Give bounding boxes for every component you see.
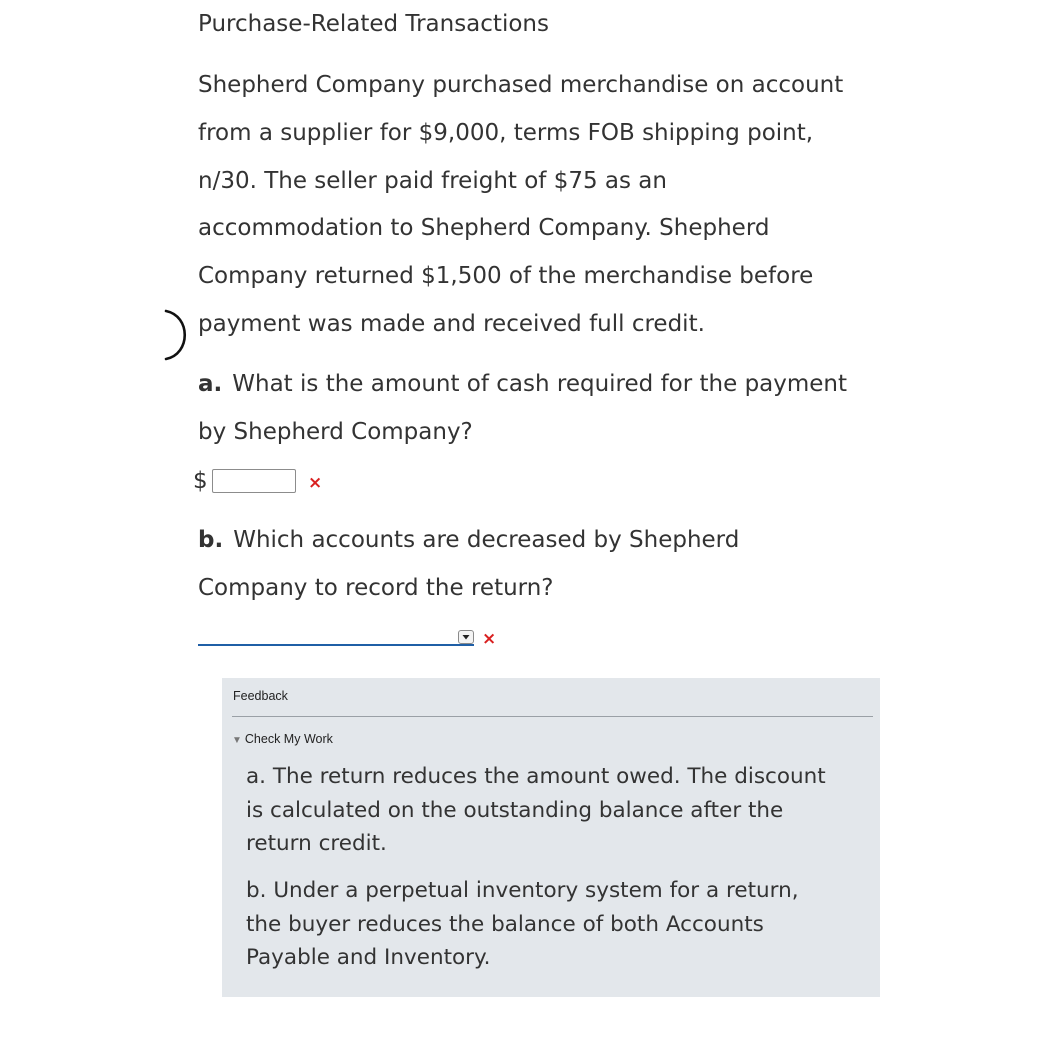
question-b — [198, 516, 898, 612]
problem-line: payment was made and received full credit. — [198, 310, 705, 337]
question-b-line: Company to record the return? — [198, 575, 554, 601]
problem-text — [198, 62, 898, 349]
problem-line: Company returned $1,500 of the merchandise before — [198, 263, 814, 290]
question-a — [198, 360, 898, 456]
feedback-b-line: Payable and Inventory. — [246, 945, 491, 971]
collapse-bracket-icon[interactable] — [163, 308, 189, 362]
question-b-letter: b. — [198, 527, 224, 553]
problem-line: accommodation to Shepherd Company. Shepherd — [198, 215, 770, 242]
check-my-work-label: Check My Work — [244, 732, 333, 746]
question-b-text: Which accounts are decreased by Shepherd — [233, 527, 740, 553]
problem-line: from a supplier for $9,000, terms FOB shipping point, — [198, 119, 814, 146]
feedback-a-line: is calculated on the outstanding balance after the — [246, 797, 784, 823]
question-a-text: What is the amount of cash required for the payment — [232, 371, 848, 397]
problem-line: n/30. The seller paid freight of $75 as an — [198, 167, 667, 194]
currency-symbol: $ — [193, 468, 208, 494]
x-mark-icon: × — [482, 629, 497, 649]
feedback-divider — [232, 716, 873, 717]
feedback-a-line: return credit. — [246, 831, 387, 857]
triangle-down-icon: ▼ — [232, 735, 242, 746]
problem-line: Shepherd Company purchased merchandise on account — [198, 72, 844, 98]
feedback-label: Feedback — [233, 689, 288, 703]
page-title: Purchase-Related Transactions — [198, 11, 549, 37]
feedback-b-line: the buyer reduces the balance of both Accounts — [246, 911, 764, 937]
cash-amount-input[interactable] — [212, 469, 296, 493]
question-a-letter: a. — [198, 371, 223, 397]
question-a-line — [198, 360, 898, 408]
x-mark-icon: × — [308, 473, 323, 493]
feedback-b — [246, 874, 876, 975]
accounts-dropdown[interactable] — [198, 644, 474, 646]
feedback-b-line: b. Under a perpetual inventory system for a return, — [246, 878, 799, 903]
chevron-down-icon[interactable] — [458, 630, 474, 644]
feedback-a — [246, 760, 876, 861]
question-a-line: by Shepherd Company? — [198, 419, 473, 445]
check-my-work-toggle[interactable] — [232, 731, 333, 749]
question-b-line — [198, 516, 898, 564]
feedback-a-line: a. The return reduces the amount owed. The discount — [246, 764, 826, 789]
